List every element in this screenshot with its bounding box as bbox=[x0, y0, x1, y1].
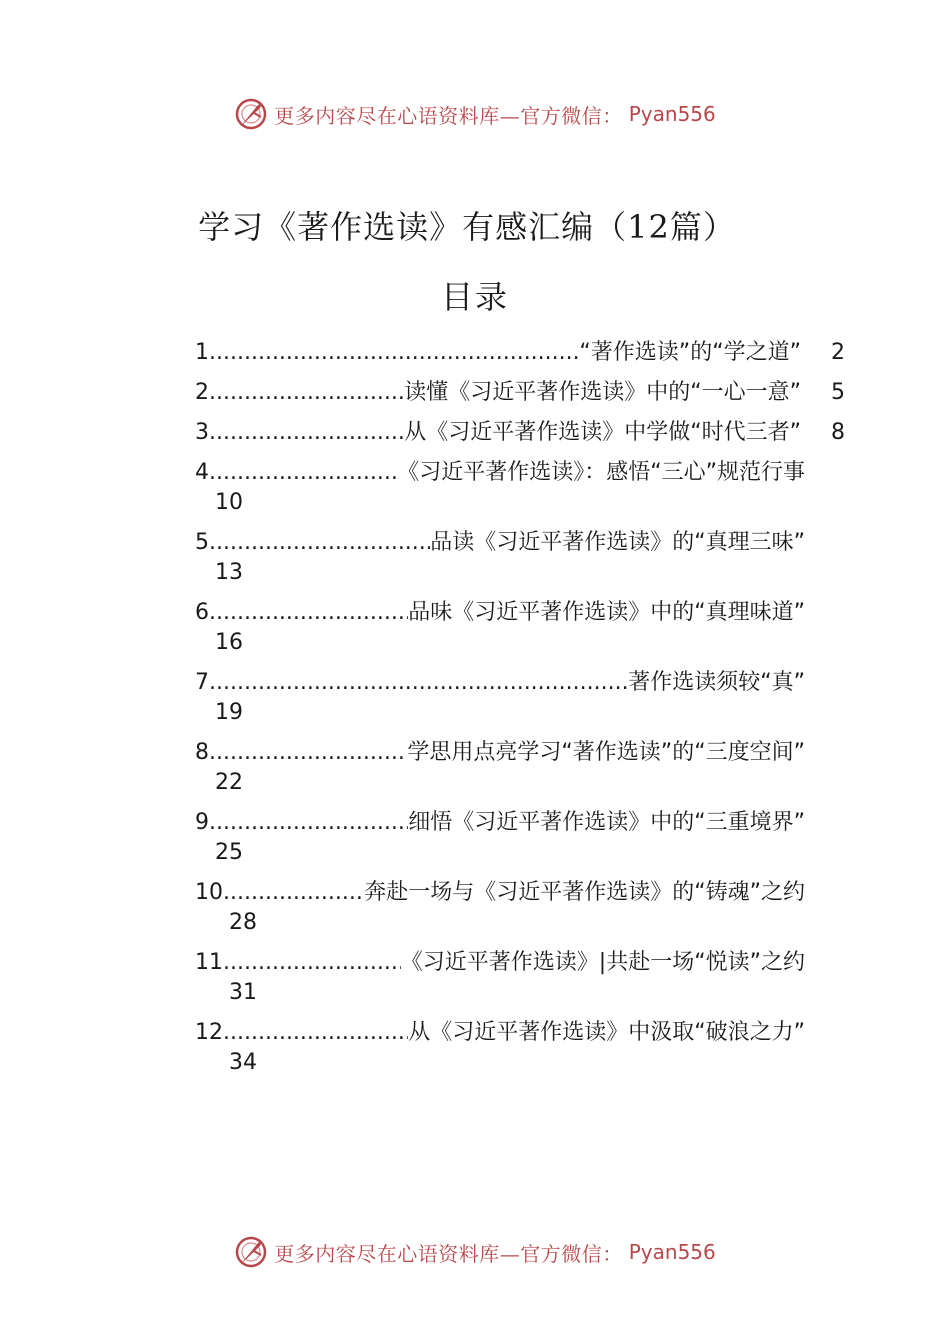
banner-text: 更多内容尽在心语资料库—官方微信： bbox=[274, 1241, 623, 1266]
toc-entry-line bbox=[195, 738, 805, 768]
toc-entry-line bbox=[195, 528, 805, 558]
toc-entry[interactable] bbox=[195, 808, 845, 878]
toc-entry-title: 读懂《习近平著作选读》中的“一心一意” bbox=[404, 380, 801, 405]
dot-leader bbox=[209, 808, 408, 838]
toc-entry[interactable] bbox=[195, 738, 845, 808]
quill-logo-icon bbox=[234, 97, 268, 131]
toc-entry-page: 10 bbox=[215, 490, 243, 515]
toc-entry-title: 品味《习近平著作选读》中的“真理味道” bbox=[408, 600, 805, 625]
toc-entry-line bbox=[195, 378, 845, 408]
toc-entry-title: 奔赴一场与《习近平著作选读》的“铸魂”之约 bbox=[364, 880, 805, 905]
toc-entry-number: 2 bbox=[195, 380, 209, 405]
quill-logo-icon bbox=[234, 1235, 268, 1269]
toc-entry-title: 学思用点亮学习“著作选读”的“三度空间” bbox=[407, 740, 805, 765]
dot-leader bbox=[223, 948, 401, 978]
toc-entry-title: 细悟《习近平著作选读》中的“三重境界” bbox=[408, 810, 805, 835]
toc-entry-number: 8 bbox=[195, 740, 209, 765]
toc-entry-title: 从《习近平著作选读》中汲取“破浪之力” bbox=[408, 1020, 805, 1045]
toc-entry-title: 《习近平著作选读》：感悟“三心”规范行事 bbox=[397, 460, 805, 485]
dot-leader bbox=[209, 528, 430, 558]
toc-heading: 目录 bbox=[440, 278, 509, 316]
toc-entry-page: 22 bbox=[215, 770, 243, 795]
toc-entry-number: 10 bbox=[195, 880, 223, 905]
toc-entry-number: 1 bbox=[195, 340, 209, 365]
document-title: 学习《著作选读》有感汇编（12篇） bbox=[198, 208, 736, 246]
toc-entry-page: 19 bbox=[215, 700, 243, 725]
toc-entry-number: 3 bbox=[195, 420, 209, 445]
dot-leader bbox=[209, 378, 404, 408]
toc-entry-title: 著作选读须较“真” bbox=[628, 670, 805, 695]
toc-entry-line bbox=[195, 1018, 805, 1048]
toc-entry-line bbox=[195, 948, 805, 978]
toc-entry-title: 从《习近平著作选读》中学做“时代三者” bbox=[404, 420, 801, 445]
toc-entry[interactable] bbox=[195, 598, 845, 668]
toc-entry-number: 9 bbox=[195, 810, 209, 835]
toc-entry-number: 6 bbox=[195, 600, 209, 625]
dot-leader bbox=[209, 668, 628, 698]
dot-leader bbox=[209, 458, 397, 488]
toc-entry-line bbox=[195, 878, 805, 908]
toc-entry[interactable] bbox=[195, 378, 845, 418]
toc-entry[interactable] bbox=[195, 528, 845, 598]
toc-entry-title: 《习近平著作选读》|共赴一场“悦读”之约 bbox=[400, 950, 805, 975]
toc-entry-line bbox=[195, 418, 845, 448]
toc-entry-page: 34 bbox=[229, 1050, 257, 1075]
toc-entry-line bbox=[195, 668, 805, 698]
toc-entry[interactable] bbox=[195, 948, 845, 1018]
toc-entry[interactable] bbox=[195, 878, 845, 948]
toc-entry[interactable] bbox=[195, 418, 845, 458]
dot-leader bbox=[223, 878, 364, 908]
header-banner bbox=[0, 94, 950, 134]
dot-leader bbox=[209, 418, 404, 448]
wechat-id: Pyan556 bbox=[628, 102, 716, 126]
toc-entry-number: 11 bbox=[195, 950, 223, 975]
table-of-contents bbox=[195, 338, 845, 1088]
toc-entry-page: 8 bbox=[831, 420, 845, 445]
footer-banner bbox=[0, 1232, 950, 1272]
toc-entry-line bbox=[195, 338, 845, 368]
toc-entry-page: 25 bbox=[215, 840, 243, 865]
toc-entry-number: 5 bbox=[195, 530, 209, 555]
dot-leader bbox=[209, 738, 407, 768]
toc-entry-line bbox=[195, 598, 805, 628]
toc-entry-page: 2 bbox=[831, 340, 845, 365]
toc-entry[interactable] bbox=[195, 338, 845, 378]
toc-entry-page: 13 bbox=[215, 560, 243, 585]
toc-entry-line bbox=[195, 808, 805, 838]
dot-leader bbox=[209, 598, 408, 628]
toc-entry-page: 16 bbox=[215, 630, 243, 655]
toc-entry-title: 品读《习近平著作选读》的“真理三味” bbox=[430, 530, 805, 555]
toc-entry[interactable] bbox=[195, 458, 845, 528]
toc-entry-title: “著作选读”的“学之道” bbox=[579, 340, 801, 365]
toc-entry-number: 12 bbox=[195, 1020, 223, 1045]
toc-entry-number: 4 bbox=[195, 460, 209, 485]
dot-leader bbox=[209, 338, 579, 368]
banner-text: 更多内容尽在心语资料库—官方微信： bbox=[274, 103, 623, 128]
toc-entry[interactable] bbox=[195, 668, 845, 738]
toc-entry-line bbox=[195, 458, 805, 488]
toc-entry-page: 28 bbox=[229, 910, 257, 935]
wechat-id: Pyan556 bbox=[628, 1240, 716, 1264]
toc-entry-number: 7 bbox=[195, 670, 209, 695]
toc-entry-page: 5 bbox=[831, 380, 845, 405]
dot-leader bbox=[223, 1018, 408, 1048]
toc-entry-page: 31 bbox=[229, 980, 257, 1005]
toc-entry[interactable] bbox=[195, 1018, 845, 1088]
